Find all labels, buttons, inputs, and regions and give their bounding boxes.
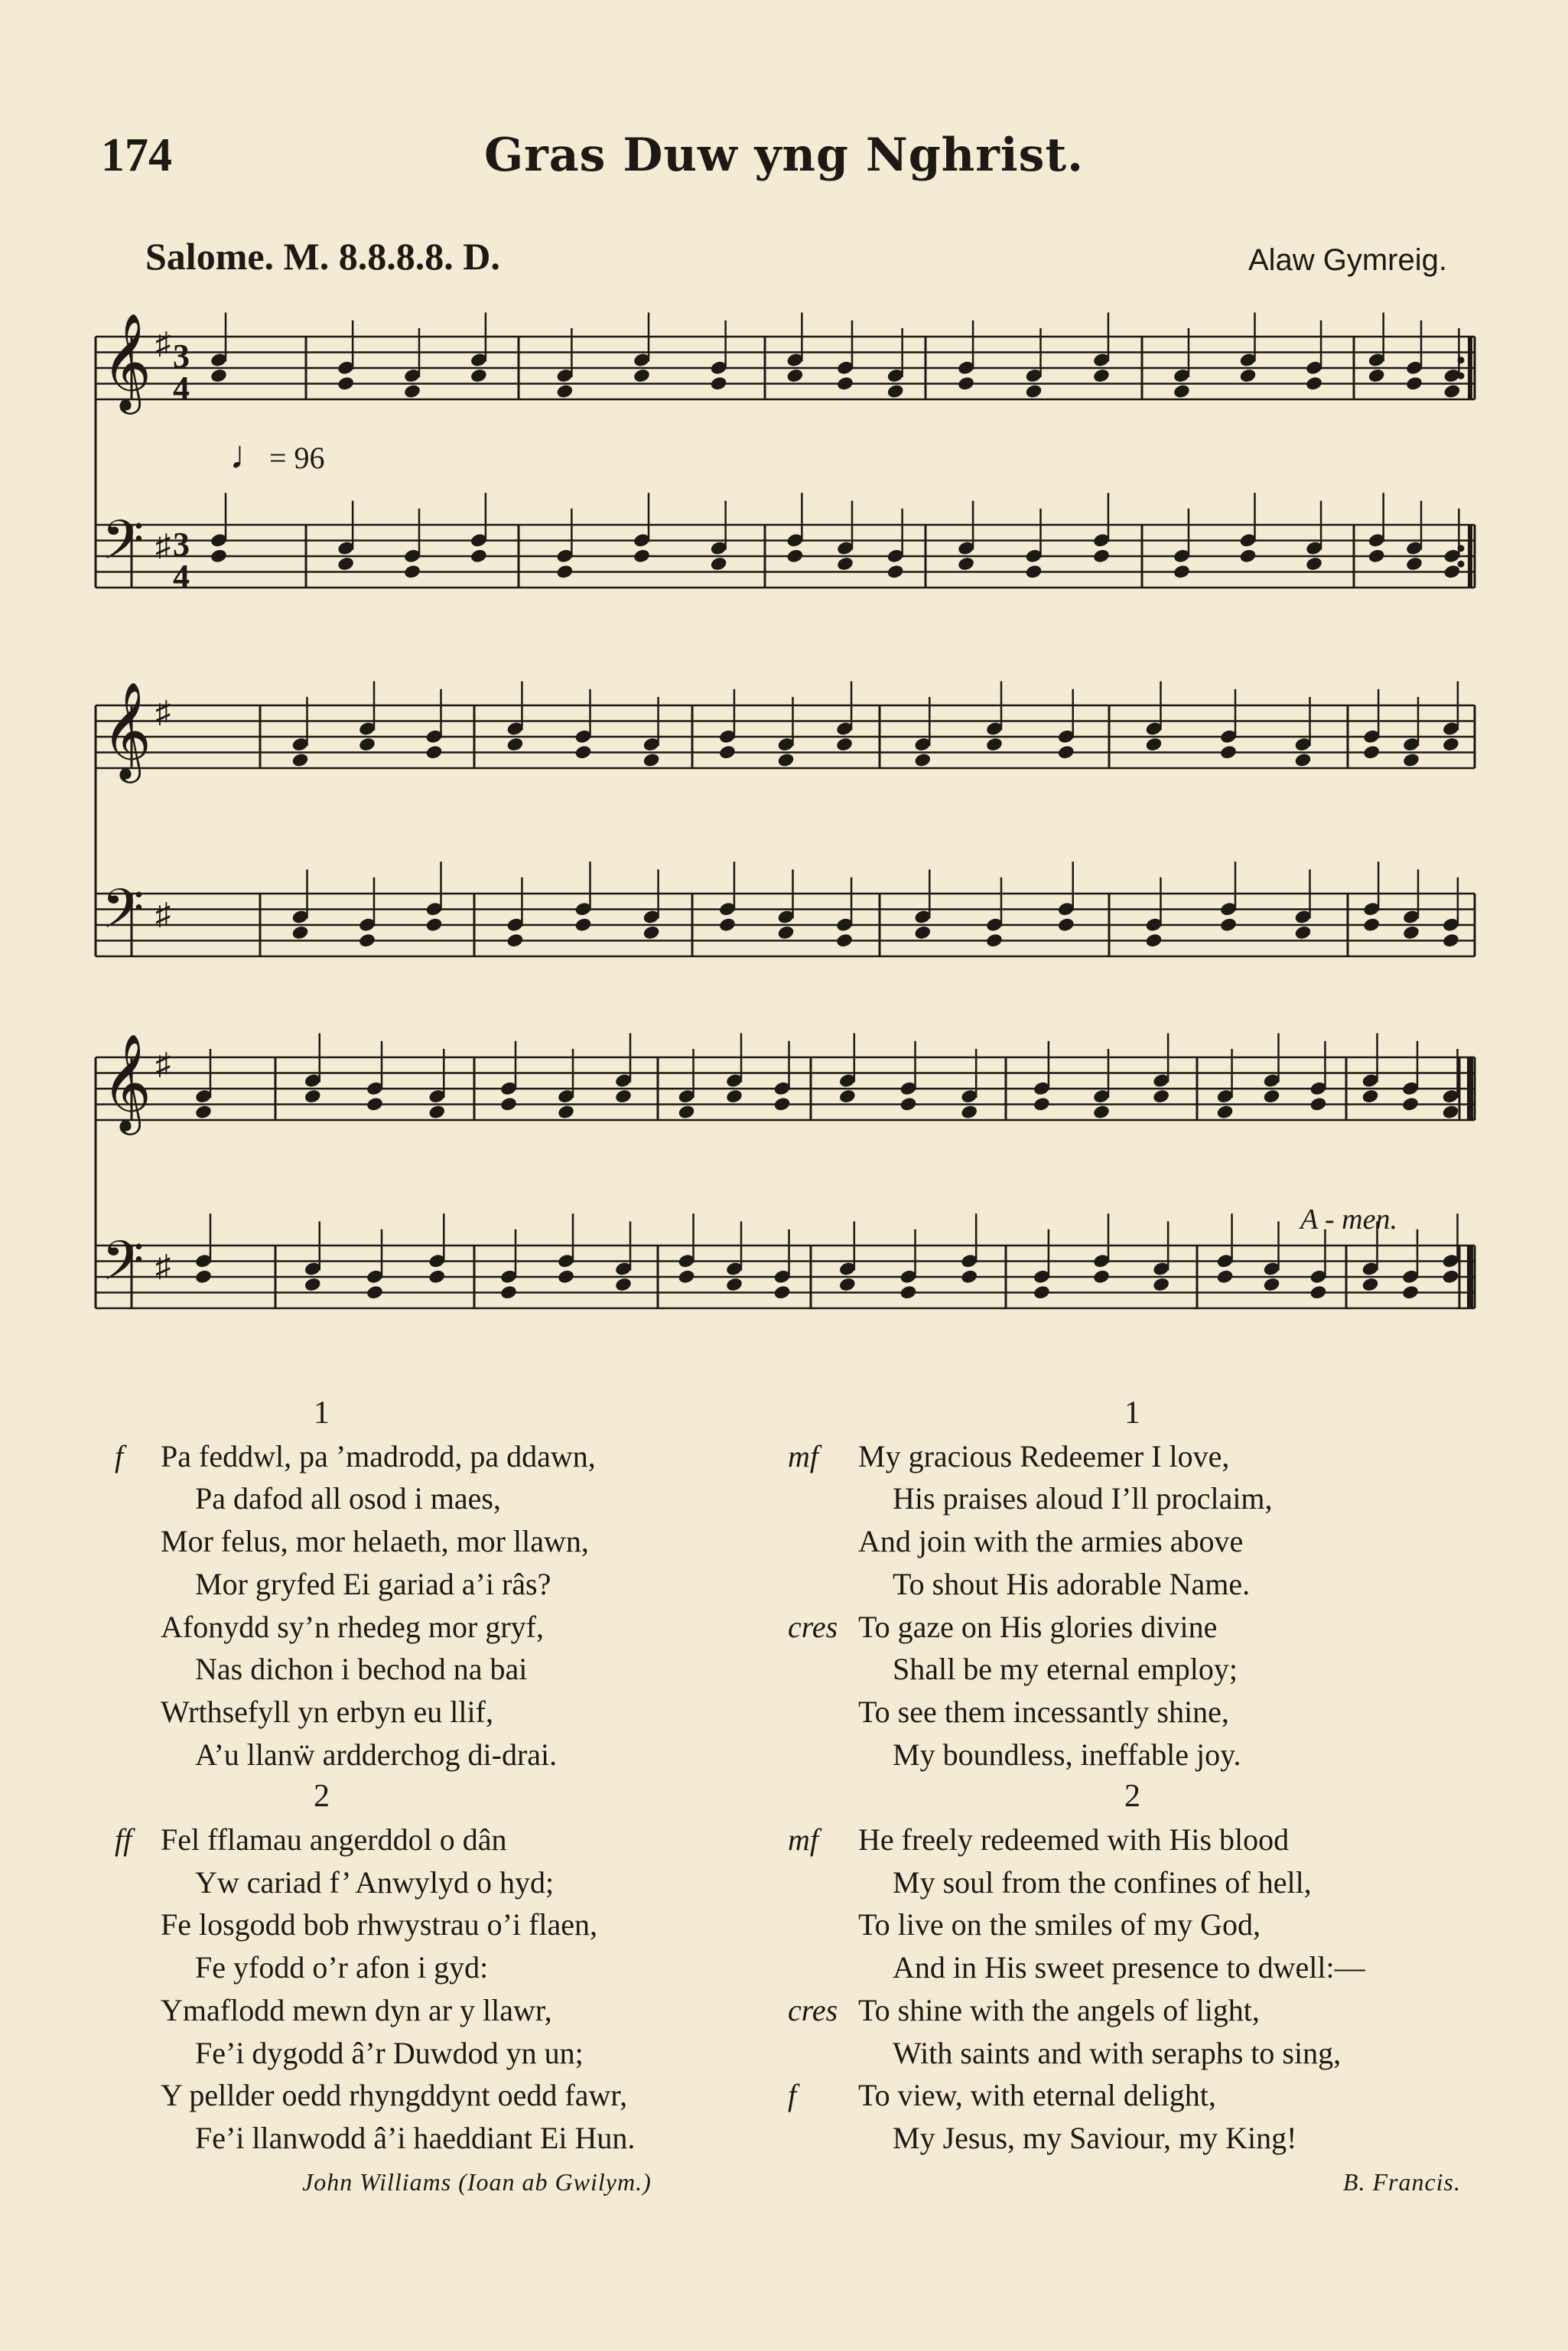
notehead (1263, 1089, 1281, 1105)
notehead (1361, 1089, 1380, 1105)
notehead (499, 1096, 518, 1112)
lyric-line (788, 2032, 1492, 2075)
lyric-text: Wrthsefyll yn erbyn eu llif, (161, 1694, 493, 1729)
notehead (1368, 548, 1386, 564)
notehead (428, 1268, 446, 1285)
dynamic-mark: mf (788, 1822, 818, 1858)
notehead (358, 933, 376, 949)
notehead (786, 548, 804, 564)
notehead (194, 1268, 213, 1285)
notehead (574, 744, 593, 760)
notehead (710, 556, 728, 572)
notehead (1173, 383, 1191, 399)
page-title: Gras Duw yng Nghrist. (483, 129, 1085, 182)
notehead (1402, 925, 1420, 941)
notehead (1092, 368, 1111, 384)
notehead (1305, 556, 1323, 572)
notehead (773, 1096, 792, 1112)
lyric-line (788, 1861, 1492, 1904)
notehead (899, 1096, 918, 1112)
lyric-text: My boundless, ineffable joy. (893, 1737, 1241, 1772)
lyric-text: To view, with eternal delight, (858, 2078, 1216, 2113)
notehead (836, 376, 854, 392)
notehead (1239, 368, 1257, 384)
notehead (1294, 752, 1313, 768)
welsh-lyrics (115, 1392, 788, 2203)
verse-number: 1 (314, 1395, 330, 1431)
lyric-line (788, 2117, 1492, 2160)
notehead (506, 933, 524, 949)
page-number: 174 (101, 129, 172, 181)
lyric-line (788, 1477, 1492, 1520)
lyric-line (115, 1648, 788, 1691)
lyric-text: His praises aloud I’ll proclaim, (893, 1481, 1273, 1516)
notehead (642, 925, 661, 941)
notehead (337, 376, 355, 392)
notehead (1442, 933, 1460, 949)
notehead (1405, 556, 1423, 572)
notehead (725, 1089, 743, 1105)
lyric-text: Afonydd sy’n rhedeg mor gryf, (161, 1609, 544, 1644)
notehead (555, 564, 574, 580)
tune-source: Alaw Gymreig. (1248, 243, 1447, 277)
notehead (633, 548, 651, 564)
notehead (725, 1277, 743, 1293)
notehead (985, 933, 1004, 949)
notehead (835, 933, 854, 949)
dynamic-mark: ff (115, 1822, 132, 1858)
key-sharp-icon: ♯ (155, 897, 171, 931)
notehead (773, 1285, 792, 1301)
lyric-line (115, 1819, 788, 1861)
notehead (1092, 548, 1111, 564)
lyric-text: Nas dichon i bechod na bai (195, 1652, 528, 1687)
notehead (886, 383, 905, 399)
notehead (913, 752, 932, 768)
lyric-line (788, 1435, 1492, 1478)
repeat-dot (1458, 561, 1465, 568)
notehead (1442, 1268, 1460, 1285)
notehead (1442, 737, 1460, 753)
lyric-line (115, 2117, 788, 2160)
notehead (1152, 1089, 1170, 1105)
notehead (1368, 368, 1386, 384)
lyric-text: And join with the armies above (858, 1524, 1244, 1559)
notehead (1443, 383, 1461, 399)
notehead (1309, 1285, 1327, 1301)
lyric-text: To gaze on His glories divine (858, 1609, 1218, 1644)
notehead (1219, 917, 1238, 933)
lyric-text: To live on the smiles of my God, (858, 1907, 1261, 1942)
lyric-text: My soul from the confines of hell, (893, 1864, 1312, 1900)
notehead (886, 564, 905, 580)
author-credit: John Williams (Ioan ab Gwilym.) (302, 2167, 652, 2196)
notehead (642, 752, 661, 768)
key-sharp-icon: ♯ (155, 695, 171, 729)
notehead (403, 383, 421, 399)
notehead (1216, 1104, 1235, 1120)
notehead (1092, 1268, 1111, 1285)
notehead (633, 368, 651, 384)
lyric-text: Pa dafod all osod i maes, (195, 1481, 501, 1516)
lyric-line (788, 1691, 1492, 1734)
notehead (1173, 564, 1191, 580)
notehead (304, 1277, 322, 1293)
lyric-text: Fe’i llanwodd â’i haeddiant Ei Hun. (195, 2120, 636, 2155)
notehead (1362, 744, 1381, 760)
notehead (291, 752, 310, 768)
verse-number: 2 (314, 1779, 330, 1815)
lyric-line (115, 1606, 788, 1649)
treble-clef-icon: 𝄞 (102, 312, 152, 410)
lyric-line (115, 1861, 788, 1904)
lyric-text: Mor gryfed Ei gariad a’i râs? (195, 1566, 551, 1601)
notehead (985, 737, 1004, 753)
notehead (1025, 564, 1043, 580)
tempo-value: = 96 (269, 441, 325, 475)
lyric-text: My gracious Redeemer I love, (858, 1438, 1230, 1473)
notehead (425, 744, 444, 760)
notehead (574, 917, 593, 933)
key-sharp-icon: ♯ (155, 528, 171, 562)
notehead (1145, 737, 1163, 753)
lyric-line (788, 1734, 1492, 1776)
lyric-text: Pa feddwl, pa ’madrodd, pa ddawn, (161, 1438, 596, 1473)
treble-clef-icon: 𝄞 (102, 681, 152, 779)
lyric-line (115, 1734, 788, 1776)
lyric-line (788, 1648, 1492, 1691)
dynamic-mark: f (115, 1438, 124, 1473)
tune-name: Salome. M. 8.8.8.8. D. (145, 235, 500, 278)
notehead (838, 1277, 857, 1293)
notehead (1216, 1268, 1235, 1285)
notehead (1402, 752, 1420, 768)
key-sharp-icon: ♯ (155, 1047, 171, 1081)
lyric-text: He freely redeemed with His blood (858, 1822, 1290, 1858)
notehead (1025, 383, 1043, 399)
bass-clef-icon: 𝄢 (102, 878, 145, 954)
key-sharp-icon: ♯ (155, 1249, 171, 1283)
notehead (1405, 376, 1423, 392)
dynamic-mark: cres (788, 1992, 838, 2027)
notehead (425, 917, 444, 933)
dynamic-mark: f (788, 2078, 797, 2113)
notehead (710, 376, 728, 392)
notehead (470, 548, 488, 564)
lyric-line (788, 1989, 1492, 2032)
lyric-line (115, 1989, 788, 2032)
notehead (957, 556, 975, 572)
notehead (1145, 933, 1163, 949)
verse-number: 2 (1124, 1779, 1140, 1815)
notehead (358, 737, 376, 753)
lyric-text: To see them incessantly shine, (858, 1694, 1229, 1729)
lyric-line (115, 1435, 788, 1478)
bass-clef-icon: 𝄢 (102, 1229, 145, 1306)
notehead (899, 1285, 918, 1301)
time-signature-bottom: 4 (173, 370, 190, 407)
notehead (957, 376, 975, 392)
lyric-line (788, 2074, 1492, 2117)
notehead (1263, 1277, 1281, 1293)
notehead (1361, 1277, 1380, 1293)
notehead (304, 1089, 322, 1105)
notehead (1294, 925, 1313, 941)
notehead (718, 744, 737, 760)
english-lyrics (788, 1392, 1492, 2203)
lyric-text: Ymaflodd mewn dyn ar y llawr, (161, 1992, 552, 2027)
notehead (1362, 917, 1381, 933)
notehead (913, 925, 932, 941)
lyric-line (115, 2074, 788, 2117)
notehead (678, 1104, 696, 1120)
notehead (557, 1104, 575, 1120)
notehead (337, 556, 355, 572)
lyric-line (788, 1563, 1492, 1606)
notehead (366, 1285, 384, 1301)
notehead (614, 1089, 633, 1105)
lyric-text: Mor felus, mor helaeth, mor llawn, (161, 1524, 589, 1559)
lyric-line (788, 1606, 1492, 1649)
quarter-note-icon: ♩ (229, 434, 269, 477)
notehead (210, 368, 228, 384)
lyric-text: To shine with the angels of light, (858, 1992, 1260, 2027)
key-sharp-icon: ♯ (155, 326, 171, 360)
time-signature-top: 3 (173, 337, 190, 375)
notehead (1057, 917, 1075, 933)
notehead (210, 548, 228, 564)
notehead (1401, 1096, 1420, 1112)
notehead (1033, 1285, 1051, 1301)
author-credit: B. Francis. (1342, 2167, 1461, 2196)
dynamic-mark: mf (788, 1438, 818, 1473)
notehead (614, 1277, 633, 1293)
lyric-text: Fel fflamau angerddol o dân (161, 1822, 507, 1858)
amen-text: A - men. (1300, 1203, 1397, 1236)
lyric-text: And in His sweet presence to dwell:— (893, 1950, 1365, 1985)
notehead (555, 383, 574, 399)
lyric-line (788, 1903, 1492, 1946)
bass-clef-icon: 𝄢 (102, 509, 145, 585)
notehead (366, 1096, 384, 1112)
lyric-line (788, 1520, 1492, 1563)
notehead (506, 737, 524, 753)
lyric-text: With saints and with seraphs to sing, (893, 2035, 1342, 2070)
notehead (836, 556, 854, 572)
notehead (1305, 376, 1323, 392)
notehead (470, 368, 488, 384)
notehead (718, 917, 737, 933)
lyric-line (115, 1946, 788, 1989)
lyric-text: A’u llanẅ ardderchog di-drai. (195, 1737, 558, 1772)
notehead (499, 1285, 518, 1301)
notehead (403, 564, 421, 580)
notehead (557, 1268, 575, 1285)
notehead (1309, 1096, 1327, 1112)
notehead (835, 737, 854, 753)
notehead (1033, 1096, 1051, 1112)
treble-clef-icon: 𝄞 (102, 1033, 152, 1131)
lyric-line (115, 2032, 788, 2075)
dynamic-mark: cres (788, 1609, 838, 1644)
notehead (786, 368, 804, 384)
notehead (1239, 548, 1257, 564)
lyric-line (115, 1477, 788, 1520)
notehead (1152, 1277, 1170, 1293)
time-signature-top: 3 (173, 526, 190, 563)
lyric-line (115, 1691, 788, 1734)
notehead (960, 1104, 978, 1120)
notehead (777, 752, 795, 768)
lyric-text: Fe yfodd o’r afon i gyd: (195, 1950, 489, 1985)
notehead (1092, 1104, 1111, 1120)
lyric-text: Fe losgodd bob rhwystrau o’i flaen, (161, 1907, 598, 1942)
lyric-line (788, 1946, 1492, 1989)
lyric-line (115, 1520, 788, 1563)
lyric-line (788, 1819, 1492, 1861)
time-signature-bottom: 4 (173, 558, 190, 595)
notehead (1401, 1285, 1420, 1301)
notehead (960, 1268, 978, 1285)
lyric-line (115, 1563, 788, 1606)
notehead (1219, 744, 1238, 760)
notehead (291, 925, 310, 941)
verse-number: 1 (1124, 1395, 1140, 1431)
notehead (428, 1104, 446, 1120)
lyric-text: Yw cariad f’ Anwylyd o hyd; (195, 1864, 555, 1900)
lyric-text: Fe’i dygodd â’r Duwdod yn un; (195, 2035, 584, 2070)
notehead (678, 1268, 696, 1285)
lyric-text: To shout His adorable Name. (893, 1566, 1251, 1601)
notehead (1057, 744, 1075, 760)
notehead (1442, 1104, 1460, 1120)
notehead (838, 1089, 857, 1105)
lyric-line (115, 1903, 788, 1946)
lyric-text: Shall be my eternal employ; (893, 1652, 1238, 1687)
lyric-text: Y pellder oedd rhyngddynt oedd fawr, (161, 2078, 628, 2113)
notehead (194, 1104, 213, 1120)
lyric-text: My Jesus, my Saviour, my King! (893, 2120, 1297, 2155)
notehead (777, 925, 795, 941)
